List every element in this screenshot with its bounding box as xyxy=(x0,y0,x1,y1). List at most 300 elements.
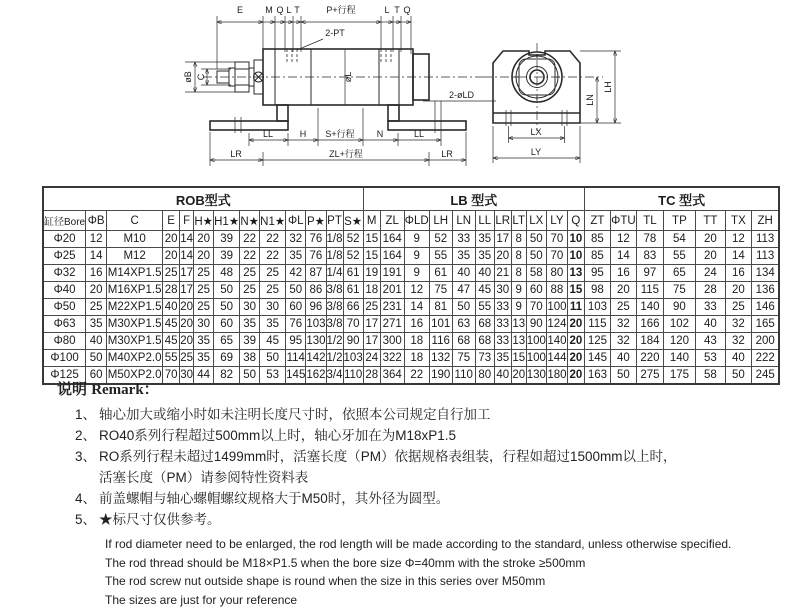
table-cell: 35 xyxy=(475,231,494,248)
dim-label-zl-stroke: ZL+行程 xyxy=(329,148,363,159)
dim-label-lx: LX xyxy=(530,127,541,137)
table-cell: 14 xyxy=(180,231,194,248)
table-cell: 140 xyxy=(546,333,567,350)
table-cell: 163 xyxy=(584,367,610,385)
remark-english-line: The sizes are just for your reference xyxy=(105,591,767,609)
table-cell: 16 xyxy=(404,316,429,333)
remark-item xyxy=(75,404,767,425)
table-cell: 20 xyxy=(494,248,511,265)
table-cell: 30 xyxy=(194,316,214,333)
table-group-header: LB 型式 xyxy=(363,187,584,211)
table-column-header: ZT xyxy=(584,211,610,231)
table-column-header: LL xyxy=(475,211,494,231)
dim-label-ll2: LL xyxy=(414,129,424,139)
table-column-header: C xyxy=(107,211,163,231)
end-view-drawing xyxy=(483,16,643,168)
table-cell: 164 xyxy=(380,248,404,265)
table-cell: 102 xyxy=(663,316,695,333)
table-cell: 146 xyxy=(751,299,779,316)
table-cell: 32 xyxy=(725,316,751,333)
remark-item-continuation: 活塞长度（PM）请参阅特性资料表 xyxy=(99,467,767,488)
table-cell: 83 xyxy=(636,248,663,265)
table-cell: 10 xyxy=(567,231,584,248)
table-cell: 142 xyxy=(306,350,326,367)
table-cell: 87 xyxy=(306,265,326,282)
table-cell: 90 xyxy=(343,333,363,350)
table-column-header: LN xyxy=(452,211,475,231)
table-cell: 35 xyxy=(494,350,511,367)
table-cell: 70 xyxy=(546,231,567,248)
table-column-header: PT xyxy=(326,211,343,231)
table-cell: 70 xyxy=(343,316,363,333)
table-cell: 25 xyxy=(260,282,286,299)
table-cell: 30 xyxy=(240,299,260,316)
table-cell: 1/8 xyxy=(326,231,343,248)
table-cell: 68 xyxy=(452,333,475,350)
table-cell: 20 xyxy=(511,367,526,385)
remarks-title-zh: 说明 xyxy=(57,381,87,398)
remark-item-text: RO40系列行程超过500mm以上时，轴心牙加在为M18xP1.5 xyxy=(99,425,456,446)
dim-label-q1: Q xyxy=(276,5,283,15)
table-cell: 9 xyxy=(404,265,429,282)
table-cell: 80 xyxy=(546,265,567,282)
table-cell: 35 xyxy=(475,248,494,265)
table-cell: 88 xyxy=(546,282,567,299)
dim-label-c: C xyxy=(196,73,206,80)
table-cell: 271 xyxy=(380,316,404,333)
table-cell: 114 xyxy=(286,350,306,367)
table-cell: 50 xyxy=(214,282,240,299)
ln-dimension xyxy=(580,51,621,123)
table-cell: 201 xyxy=(380,282,404,299)
table-cell: 14 xyxy=(180,248,194,265)
table-cell: 75 xyxy=(452,350,475,367)
table-cell: M50XP2.0 xyxy=(107,367,163,385)
table-cell: 3/4 xyxy=(326,367,343,385)
table-cell: 231 xyxy=(380,299,404,316)
table-cell: 25 xyxy=(240,282,260,299)
table-cell: 40 xyxy=(475,265,494,282)
table-cell: 145 xyxy=(286,367,306,385)
dim-label-l1: L xyxy=(286,5,291,15)
table-cell: 50 xyxy=(526,231,546,248)
table-cell: Φ100 xyxy=(43,350,86,367)
table-cell: 100 xyxy=(546,299,567,316)
table-cell: 245 xyxy=(751,367,779,385)
table-cell: 17 xyxy=(363,316,380,333)
table-cell: 55 xyxy=(475,299,494,316)
table-cell: 65 xyxy=(214,333,240,350)
table-cell: 50 xyxy=(214,299,240,316)
remark-item-number: 5、 xyxy=(75,509,99,530)
table-cell: 60 xyxy=(286,299,306,316)
side-view-drawing xyxy=(183,2,498,182)
table-cell: 30 xyxy=(494,282,511,299)
table-cell: 14 xyxy=(610,248,636,265)
table-cell: 78 xyxy=(636,231,663,248)
dim-label-ly: LY xyxy=(531,147,541,157)
table-cell: 20 xyxy=(180,299,194,316)
table-cell: 1/8 xyxy=(326,248,343,265)
table-cell: 20 xyxy=(163,231,180,248)
table-cell: 28 xyxy=(695,282,725,299)
table-cell: 15 xyxy=(511,350,526,367)
table-cell: 76 xyxy=(306,231,326,248)
table-cell: 90 xyxy=(526,316,546,333)
table-column-header: TP xyxy=(663,211,695,231)
table-cell: 35 xyxy=(240,316,260,333)
table-cell: 50 xyxy=(260,350,286,367)
table-cell: 35 xyxy=(260,316,286,333)
table-cell: 52 xyxy=(343,248,363,265)
remark-english-block xyxy=(105,535,767,609)
table-cell: 162 xyxy=(306,367,326,385)
table-cell: 12 xyxy=(86,231,107,248)
dim-label-s-stroke: S+行程 xyxy=(325,128,354,139)
table-cell: 16 xyxy=(610,265,636,282)
table-cell: 85 xyxy=(584,231,610,248)
table-cell: M22XP1.5 xyxy=(107,299,163,316)
table-cell: Φ63 xyxy=(43,316,86,333)
table-cell: 39 xyxy=(240,333,260,350)
table-cell: 28 xyxy=(363,367,380,385)
dim-label-p-stroke: P+行程 xyxy=(326,4,355,15)
table-cell: 54 xyxy=(663,231,695,248)
dim-label-lr2: LR xyxy=(441,149,453,159)
lx-ly-dimensions xyxy=(493,126,580,163)
table-cell: M40XP2.0 xyxy=(107,350,163,367)
table-cell: 58 xyxy=(695,367,725,385)
table-cell: 25 xyxy=(240,265,260,282)
table-cell: 17 xyxy=(180,265,194,282)
table-cell: 9 xyxy=(511,299,526,316)
table-cell: 110 xyxy=(452,367,475,385)
table-cell: 97 xyxy=(636,265,663,282)
table-cell: 113 xyxy=(751,248,779,265)
table-column-header: P★ xyxy=(306,211,326,231)
table-cell: 17 xyxy=(180,282,194,299)
table-cell: 24 xyxy=(695,265,725,282)
table-cell: 53 xyxy=(260,367,286,385)
table-cell: Φ80 xyxy=(43,333,86,350)
table-column-header: ZL xyxy=(380,211,404,231)
dim-label-q2: Q xyxy=(403,5,410,15)
table-cell: 55 xyxy=(429,248,452,265)
table-cell: 40 xyxy=(163,299,180,316)
table-cell: 61 xyxy=(429,265,452,282)
table-cell: 175 xyxy=(663,367,695,385)
dim-label-t1: T xyxy=(294,5,300,15)
table-cell: 13 xyxy=(511,316,526,333)
table-cell: 103 xyxy=(306,316,326,333)
table-cell: 24 xyxy=(363,350,380,367)
table-cell: 25 xyxy=(163,265,180,282)
table-cell: 110 xyxy=(343,367,363,385)
ld-callout-label: 2-øLD xyxy=(449,90,475,100)
remark-item-number: 2、 xyxy=(75,425,99,446)
table-cell: 18 xyxy=(404,333,429,350)
table-cell: 3/8 xyxy=(326,282,343,299)
table-cell: 25 xyxy=(260,265,286,282)
table-column-header: N★ xyxy=(240,211,260,231)
table-cell: 200 xyxy=(751,333,779,350)
table-cell: Φ40 xyxy=(43,282,86,299)
table-column-header: F xyxy=(180,211,194,231)
table-column-header: ZH xyxy=(751,211,779,231)
table-cell: 130 xyxy=(306,333,326,350)
dim-label-phi-l: øL xyxy=(343,72,353,83)
table-cell: 19 xyxy=(363,265,380,282)
table-cell: 20 xyxy=(86,282,107,299)
table-cell: 61 xyxy=(343,282,363,299)
table-cell: 300 xyxy=(380,333,404,350)
table-cell: 20 xyxy=(194,248,214,265)
table-column-header: TX xyxy=(725,211,751,231)
table-cell: 140 xyxy=(636,299,663,316)
table-cell: 75 xyxy=(663,282,695,299)
table-column-header: ΦL xyxy=(286,211,306,231)
table-row xyxy=(43,316,779,333)
table-column-header: N1★ xyxy=(260,211,286,231)
table-cell: 184 xyxy=(636,333,663,350)
table-column-header: TT xyxy=(695,211,725,231)
table-cell: 115 xyxy=(636,282,663,299)
table-cell: 145 xyxy=(584,350,610,367)
table-cell: 96 xyxy=(306,299,326,316)
table-cell: 20 xyxy=(610,282,636,299)
dim-label-lr1: LR xyxy=(230,149,242,159)
table-cell: 22 xyxy=(240,248,260,265)
table-cell: 30 xyxy=(180,367,194,385)
table-cell: 80 xyxy=(475,367,494,385)
table-cell: 98 xyxy=(584,282,610,299)
table-cell: 33 xyxy=(695,299,725,316)
table-row xyxy=(43,299,779,316)
table-cell: 25 xyxy=(610,299,636,316)
table-cell: 25 xyxy=(194,282,214,299)
table-cell: 14 xyxy=(86,248,107,265)
table-column-header: 缸径Bore xyxy=(43,211,86,231)
remark-item-text: ★标尺寸仅供参考。 xyxy=(99,509,221,530)
table-cell: 35 xyxy=(86,316,107,333)
table-cell: Φ20 xyxy=(43,231,86,248)
table-row xyxy=(43,350,779,367)
table-cell: 9 xyxy=(511,282,526,299)
dim-label-phi-b: øB xyxy=(183,71,193,83)
table-cell: M30XP1.5 xyxy=(107,333,163,350)
table-cell: 50 xyxy=(526,248,546,265)
table-column-header: H1★ xyxy=(214,211,240,231)
table-cell: Φ50 xyxy=(43,299,86,316)
table-cell: 66 xyxy=(343,299,363,316)
table-cell: 50 xyxy=(452,299,475,316)
remark-items xyxy=(57,404,767,530)
table-row xyxy=(43,231,779,248)
table-column-header: LX xyxy=(526,211,546,231)
table-cell: 39 xyxy=(214,231,240,248)
remark-item-number: 3、 xyxy=(75,446,99,467)
table-cell: 35 xyxy=(452,248,475,265)
table-row xyxy=(43,248,779,265)
dim-label-ll1: LL xyxy=(263,129,273,139)
table-cell: 166 xyxy=(636,316,663,333)
remark-item-text: RO系列行程未超过1499mm时，活塞长度（PM）依据规格表组装，行程如超过1500mm以上时， xyxy=(99,446,677,467)
table-column-header: LR xyxy=(494,211,511,231)
table-column-header: LT xyxy=(511,211,526,231)
table-cell: 17 xyxy=(494,231,511,248)
table-cell: 22 xyxy=(240,231,260,248)
remark-item xyxy=(75,425,767,446)
remark-item xyxy=(75,509,767,530)
table-cell: 44 xyxy=(194,367,214,385)
table-cell: 20 xyxy=(695,231,725,248)
table-cell: 124 xyxy=(546,316,567,333)
table-cell: 32 xyxy=(610,333,636,350)
top-dimension-chain xyxy=(217,4,411,69)
table-cell: 81 xyxy=(429,299,452,316)
table-cell: 364 xyxy=(380,367,404,385)
table-cell: 70 xyxy=(163,367,180,385)
table-cell: 33 xyxy=(494,299,511,316)
table-cell: 3/8 xyxy=(326,316,343,333)
table-cell: 115 xyxy=(584,316,610,333)
table-cell: 85 xyxy=(584,248,610,265)
table-column-header: M xyxy=(363,211,380,231)
table-cell: 40 xyxy=(610,350,636,367)
remark-english-line: If rod diameter need to be enlarged, the rod length will be made according to the standard, unless otherwise specified. xyxy=(105,535,767,554)
table-cell: M16XP1.5 xyxy=(107,282,163,299)
table-cell: 25 xyxy=(180,350,194,367)
table-cell: 20 xyxy=(725,282,751,299)
pt-callout xyxy=(297,28,345,50)
table-row xyxy=(43,333,779,350)
table-column-header: E xyxy=(163,211,180,231)
table-cell: 55 xyxy=(663,248,695,265)
table-cell: 12 xyxy=(725,231,751,248)
dim-label-n: N xyxy=(377,129,384,139)
table-cell: M10 xyxy=(107,231,163,248)
table-cell: 12 xyxy=(404,282,429,299)
table-cell: 70 xyxy=(526,299,546,316)
table-cell: 101 xyxy=(429,316,452,333)
table-cell: 52 xyxy=(429,231,452,248)
remarks-title xyxy=(57,378,767,399)
foot-bracket-left xyxy=(210,105,288,133)
table-cell: 32 xyxy=(610,316,636,333)
table-column-header: ΦB xyxy=(86,211,107,231)
table-column-header: LH xyxy=(429,211,452,231)
table-cell: 132 xyxy=(429,350,452,367)
table-cell: 50 xyxy=(240,367,260,385)
table-cell: 39 xyxy=(214,248,240,265)
table-cell: 120 xyxy=(663,333,695,350)
table-cell: 73 xyxy=(475,350,494,367)
table-column-header: Q xyxy=(567,211,584,231)
table-cell: 220 xyxy=(636,350,663,367)
table-column-header: H★ xyxy=(194,211,214,231)
table-cell: 40 xyxy=(494,367,511,385)
table-cell: 90 xyxy=(663,299,695,316)
table-cell: 25 xyxy=(363,299,380,316)
table-cell: 20 xyxy=(180,333,194,350)
table-cell: 68 xyxy=(475,333,494,350)
table-cell: 45 xyxy=(163,333,180,350)
remarks-title-en: Remark： xyxy=(91,382,159,398)
table-cell: 16 xyxy=(86,265,107,282)
table-cell: 86 xyxy=(306,282,326,299)
table-cell: 190 xyxy=(429,367,452,385)
table-cell: 45 xyxy=(163,316,180,333)
remark-english-line: The rod thread should be M18×P1.5 when the bore size Φ=40mm with the stroke ≥500mm xyxy=(105,554,767,573)
remark-item-text: 轴心加大或缩小时如未注明长度尺寸时，依照本公司规定自行加工 xyxy=(99,404,491,425)
table-cell: 1/2 xyxy=(326,350,343,367)
table-cell: 8 xyxy=(511,265,526,282)
table-cell: 13 xyxy=(511,333,526,350)
table-cell: 275 xyxy=(636,367,663,385)
table-cell: 43 xyxy=(695,333,725,350)
table-cell: 15 xyxy=(363,231,380,248)
table-cell: 40 xyxy=(725,350,751,367)
table-cell: 103 xyxy=(343,350,363,367)
dim-label-ln: LN xyxy=(585,94,595,106)
dim-label-lh: LH xyxy=(603,81,613,93)
table-cell: 50 xyxy=(610,367,636,385)
table-column-header: TL xyxy=(636,211,663,231)
port-marks xyxy=(287,49,391,63)
table-cell: 165 xyxy=(751,316,779,333)
table-group-header: ROB型式 xyxy=(43,187,363,211)
table-cell: 82 xyxy=(214,367,240,385)
table-cell: 100 xyxy=(526,350,546,367)
remark-item-number: 1、 xyxy=(75,404,99,425)
table-cell: 40 xyxy=(86,333,107,350)
table-cell: 12 xyxy=(610,231,636,248)
dimensions-table xyxy=(42,186,780,385)
table-column-header: ΦTU xyxy=(610,211,636,231)
table-cell: Φ32 xyxy=(43,265,86,282)
table-row xyxy=(43,282,779,299)
table-cell: 50 xyxy=(86,350,107,367)
table-cell: 25 xyxy=(194,265,214,282)
table-cell: 144 xyxy=(546,350,567,367)
table-cell: 61 xyxy=(343,265,363,282)
table-cell: 130 xyxy=(526,367,546,385)
dim-label-h: H xyxy=(300,129,307,139)
table-cell: 140 xyxy=(663,350,695,367)
table-cell: 33 xyxy=(452,231,475,248)
table-cell: 25 xyxy=(86,299,107,316)
table-cell: 76 xyxy=(286,316,306,333)
table-cell: 38 xyxy=(240,350,260,367)
table-cell: 47 xyxy=(452,282,475,299)
table-cell: 8 xyxy=(511,231,526,248)
table-cell: 191 xyxy=(380,265,404,282)
table-cell: 45 xyxy=(475,282,494,299)
table-cell: 22 xyxy=(260,231,286,248)
table-cell: 1/4 xyxy=(326,265,343,282)
table-cell: 3/8 xyxy=(326,299,343,316)
table-cell: 22 xyxy=(404,367,429,385)
table-group-header: TC 型式 xyxy=(584,187,779,211)
table-cell: 180 xyxy=(546,367,567,385)
remark-item-text: 前盖螺帽与轴心螺帽螺纹规格大于M50时，其外径为圆型。 xyxy=(99,488,449,509)
table-cell: 95 xyxy=(286,333,306,350)
dim-label-e: E xyxy=(237,5,243,15)
table-cell: 11 xyxy=(567,299,584,316)
table-cell: 35 xyxy=(194,333,214,350)
table-cell: M12 xyxy=(107,248,163,265)
table-cell: 32 xyxy=(725,333,751,350)
